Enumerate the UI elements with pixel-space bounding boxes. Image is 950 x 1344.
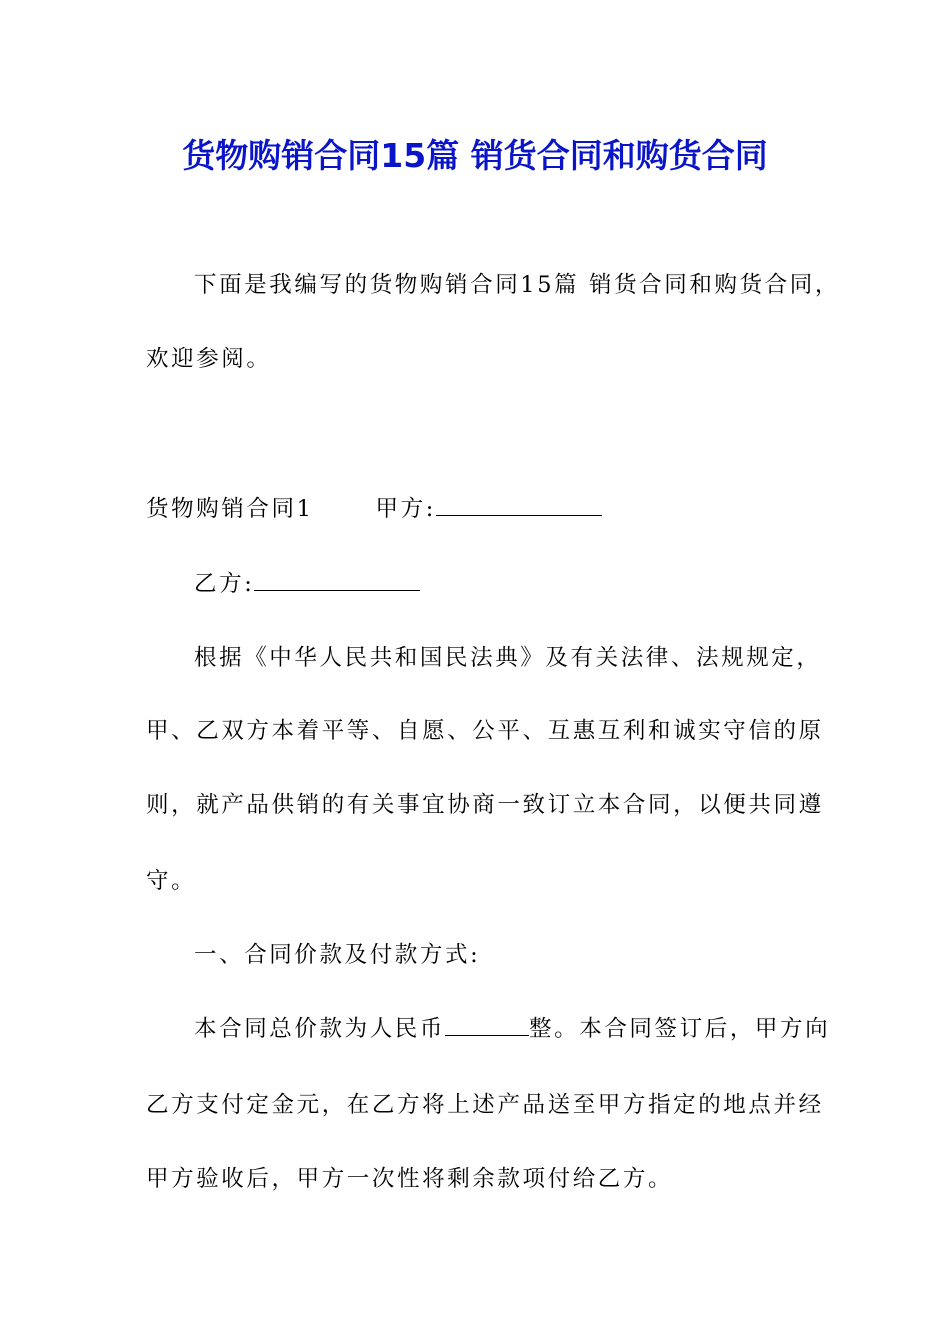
section1-line-1	[194, 1014, 830, 1044]
intro-line-1: 下面是我编写的货物购销合同15篇 销货合同和购货合同，	[194, 272, 840, 298]
party-b-line	[194, 569, 420, 599]
preamble-line-3: 则，就产品供销的有关事宜协商一致订立本合同，以便共同遵	[146, 792, 824, 818]
document-title: 货物购销合同15篇 销货合同和购货合同	[182, 136, 768, 175]
section1-heading: 一、合同价款及付款方式:	[194, 942, 481, 968]
preamble-line-4: 守。	[146, 868, 197, 894]
section1-line-3: 甲方验收后，甲方一次性将剩余款项付给乙方。	[146, 1166, 674, 1192]
contract-heading-line	[146, 494, 602, 524]
intro-line-2: 欢迎参阅。	[146, 346, 272, 372]
party-b-label: 乙方:	[194, 571, 255, 597]
section1-line-1-part-b: 整。本合同签订后，甲方向	[529, 1016, 831, 1042]
contract-heading: 货物购销合同1	[146, 496, 314, 522]
preamble-line-2: 甲、乙双方本着平等、自愿、公平、互惠互利和诚实守信的原	[146, 718, 824, 744]
party-b-blank	[254, 572, 420, 591]
price-blank	[445, 1017, 529, 1036]
party-a-blank	[436, 497, 602, 516]
section1-line-1-part-a: 本合同总价款为人民币	[194, 1016, 446, 1042]
preamble-line-1: 根据《中华人民共和国民法典》及有关法律、法规规定，	[194, 645, 822, 671]
party-a-label: 甲方:	[375, 496, 436, 522]
section1-line-2: 乙方支付定金元，在乙方将上述产品送至甲方指定的地点并经	[146, 1092, 824, 1118]
